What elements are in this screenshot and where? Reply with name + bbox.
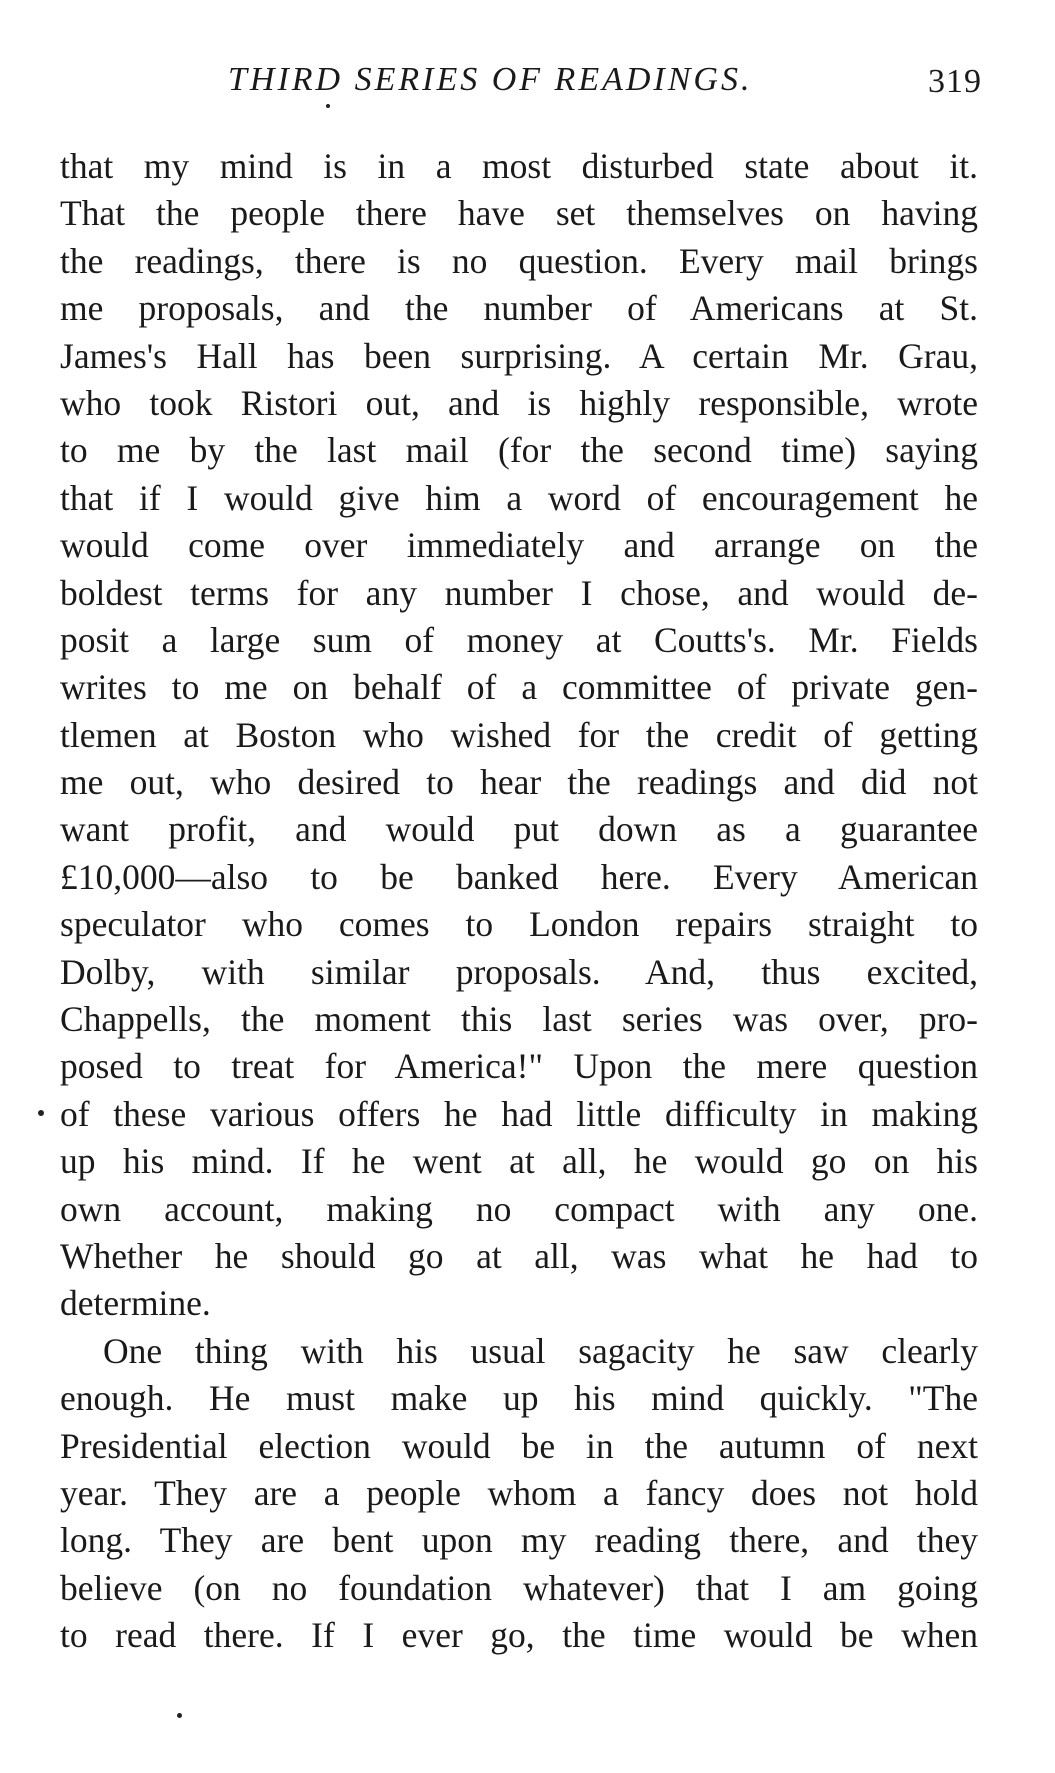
text-line: own account, making no compact with any one. — [60, 1188, 978, 1229]
text-line: posed to treat for America!" Upon the mere question — [60, 1046, 978, 1087]
text-line: tlemen at Boston who wished for the credit of getting — [60, 714, 978, 755]
text-line: One thing with his usual sagacity he saw clearly — [103, 1330, 978, 1371]
text-line: me proposals, and the number of Americans at St. — [60, 288, 978, 329]
text-line: of these various offers he had little difficulty in making — [60, 1093, 978, 1134]
text-line: posit a large sum of money at Coutts's. Mr. Fields — [60, 619, 978, 660]
text-line: that my mind is in a most disturbed state about it. — [60, 146, 978, 186]
text-line: speculator who comes to London repairs straight to — [60, 904, 978, 945]
text-line: Dolby, with similar proposals. And, thus excited, — [60, 951, 978, 992]
text-line: the readings, there is no question. Every mail brings — [60, 240, 978, 281]
text-line: determine. — [60, 1283, 211, 1324]
text-line: writes to me on behalf of a committee of private gen- — [60, 667, 978, 708]
paragraph-1 — [60, 143, 978, 1328]
text-line: to me by the last mail (for the second time) saying — [60, 430, 978, 471]
paragraph-2 — [60, 1328, 978, 1660]
print-speck — [177, 1713, 182, 1718]
text-line: long. They are bent upon my reading there, and they — [60, 1520, 978, 1561]
text-line: who took Ristori out, and is highly responsible, wrote — [60, 382, 978, 423]
print-speck — [38, 1110, 44, 1116]
body-text — [60, 143, 978, 1660]
text-line: that if I would give him a word of encouragement he — [60, 477, 978, 518]
text-line: year. They are a people whom a fancy does not hold — [60, 1472, 978, 1513]
text-line: Presidential election would be in the autumn of next — [60, 1425, 978, 1466]
running-title: THIRD SERIES OF READINGS. — [228, 61, 753, 98]
text-line: Chappells, the moment this last series was over, pro- — [60, 999, 978, 1040]
text-line: would come over immediately and arrange on the — [60, 525, 978, 566]
print-speck — [326, 104, 330, 108]
text-line: boldest terms for any number I chose, and would de- — [60, 572, 978, 613]
text-line: Whether he should go at all, was what he had to — [60, 1235, 978, 1276]
text-line: me out, who desired to hear the readings and did not — [60, 762, 978, 803]
running-head — [60, 58, 990, 108]
page-number: 319 — [928, 63, 982, 100]
text-line: up his mind. If he went at all, he would go on his — [60, 1141, 978, 1182]
text-line: want profit, and would put down as a guarantee — [60, 809, 978, 850]
text-line: to read there. If I ever go, the time would be when — [60, 1615, 978, 1656]
text-line: That the people there have set themselves on having — [60, 193, 978, 234]
text-line: £10,000—also to be banked here. Every American — [60, 856, 978, 897]
text-line: James's Hall has been surprising. A certain Mr. Grau, — [60, 335, 978, 376]
text-line: enough. He must make up his mind quickly. "The — [60, 1378, 978, 1419]
text-line: believe (on no foundation whatever) that I am going — [60, 1567, 978, 1608]
